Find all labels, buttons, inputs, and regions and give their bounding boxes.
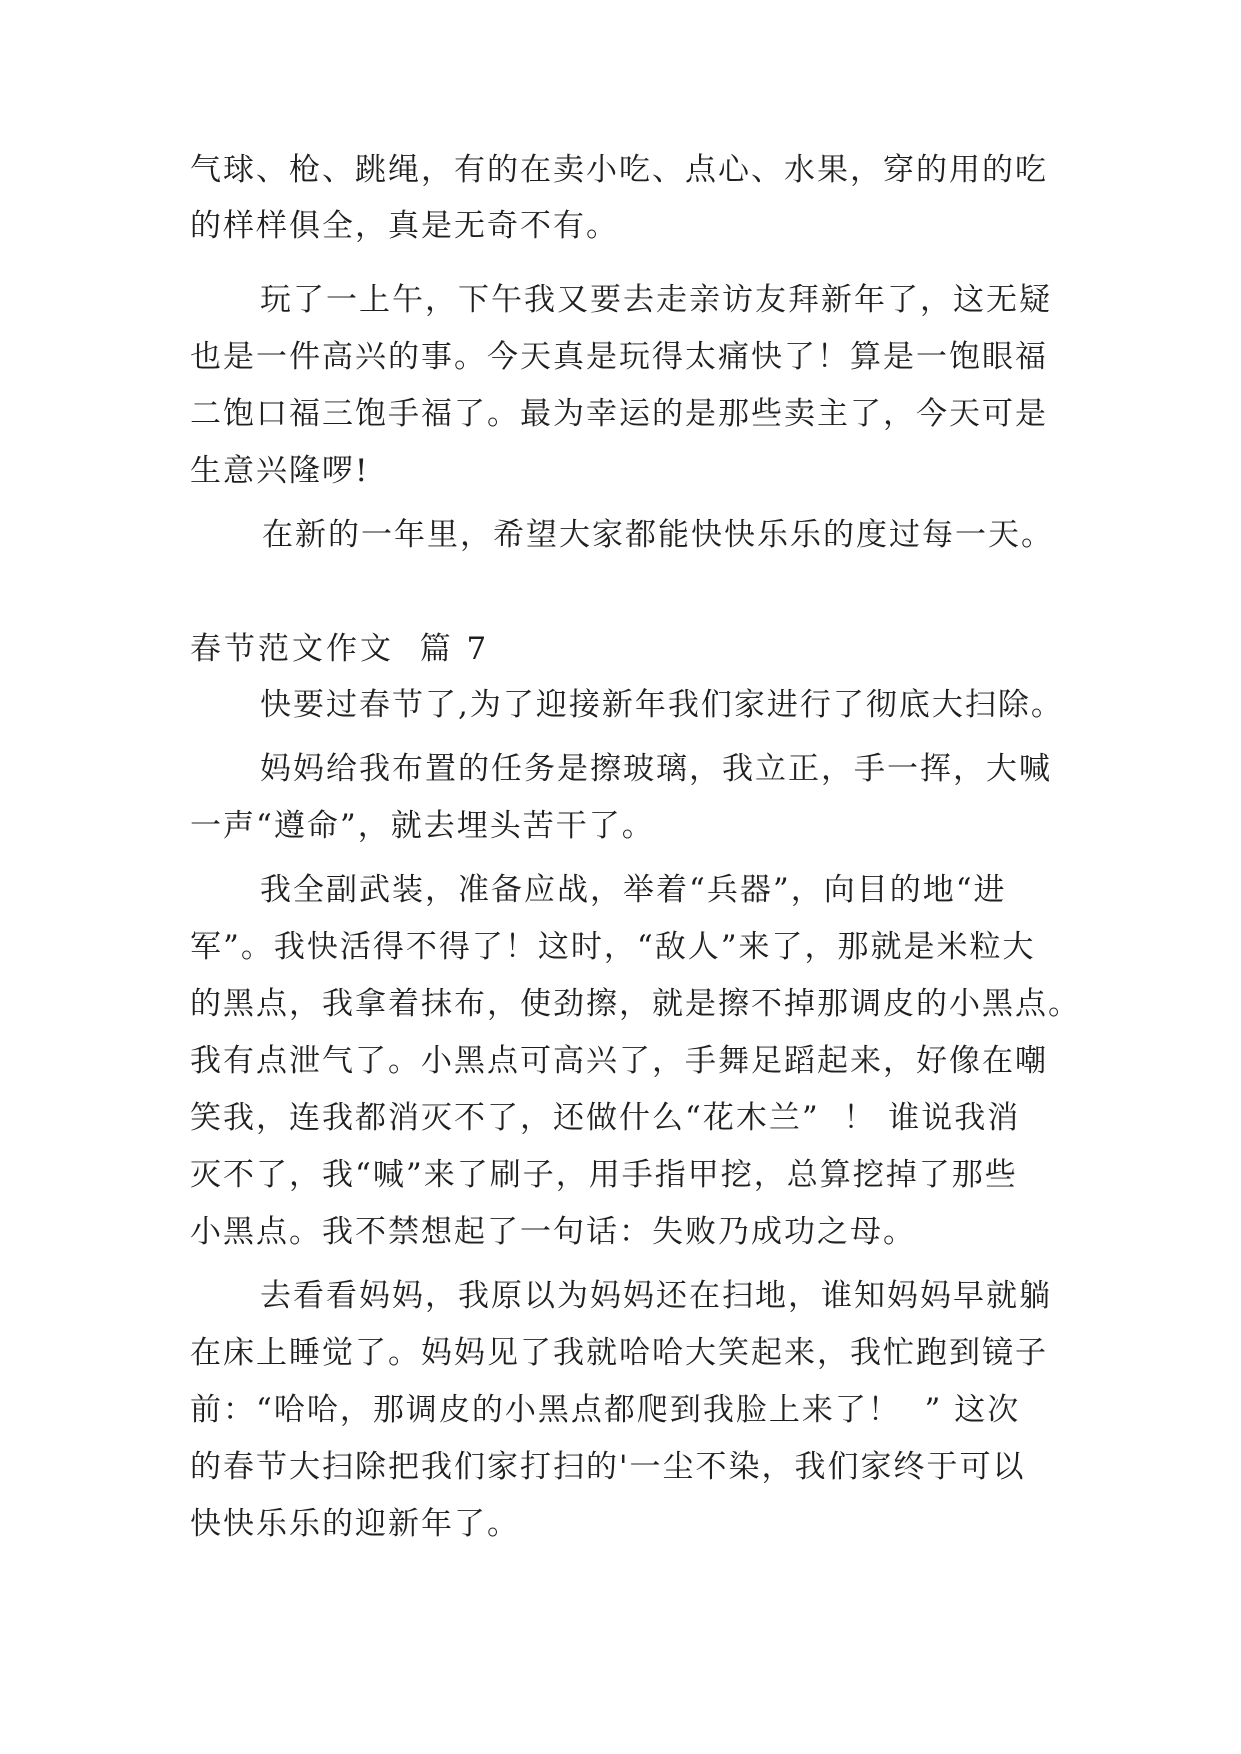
- text-line: 快快乐乐的迎新年了。: [190, 1506, 520, 1542]
- text-line: 玩了一上午，下午我又要去走亲访友拜新年了，这无疑: [260, 282, 1052, 318]
- text-line: 生意兴隆啰!: [190, 453, 370, 489]
- text-line: 的春节大扫除把我们家打扫的'一尘不染，我们家终于可以: [190, 1449, 1026, 1485]
- text-line: 一声“遵命”，就去埋头苦干了。: [190, 808, 655, 844]
- text-line: 气球、枪、跳绳，有的在卖小吃、点心、水果，穿的用的吃: [190, 152, 1048, 188]
- text-line: 小黑点。我不禁想起了一句话：失败乃成功之母。: [190, 1214, 916, 1250]
- text-line: 去看看妈妈，我原以为妈妈还在扫地，谁知妈妈早就躺: [260, 1278, 1052, 1314]
- text-line: 我有点泄气了。小黑点可高兴了，手舞足蹈起来，好像在嘲: [190, 1043, 1048, 1079]
- text-line: 灭不了，我“喊”来了刷子，用手指甲挖，总算挖掉了那些: [190, 1157, 1018, 1193]
- section-title: 春节范文作文 篇 7: [190, 631, 490, 667]
- text-line: 在床上睡觉了。妈妈见了我就哈哈大笑起来，我忙跑到镜子: [190, 1335, 1048, 1371]
- text-line: 二饱口福三饱手福了。最为幸运的是那些卖主了，今天可是: [190, 396, 1048, 432]
- text-line: 的黑点，我拿着抹布，使劲擦，就是擦不掉那调皮的小黑点。: [190, 986, 1081, 1022]
- text-line: 笑我，连我都消灭不了，还做什么“花木兰” ！ 谁说我消: [190, 1100, 1021, 1136]
- text-line: 前：“哈哈，那调皮的小黑点都爬到我脸上来了！ ” 这次: [190, 1392, 1021, 1428]
- text-line: 妈妈给我布置的任务是擦玻璃，我立正，手一挥，大喊: [260, 751, 1052, 787]
- text-line: 快要过春节了,为了迎接新年我们家进行了彻底大扫除。: [260, 687, 1064, 723]
- text-line: 在新的一年里，希望大家都能快快乐乐的度过每一天。: [262, 517, 1054, 553]
- text-line: 军”。我快活得不得了！这时，“敌人”来了，那就是米粒大: [190, 929, 1036, 965]
- text-line: 的样样俱全，真是无奇不有。: [190, 208, 619, 244]
- text-line: 也是一件高兴的事。今天真是玩得太痛快了！算是一饱眼福: [190, 339, 1048, 375]
- text-line: 我全副武装，准备应战，举着“兵器”，向目的地“进: [260, 872, 1007, 908]
